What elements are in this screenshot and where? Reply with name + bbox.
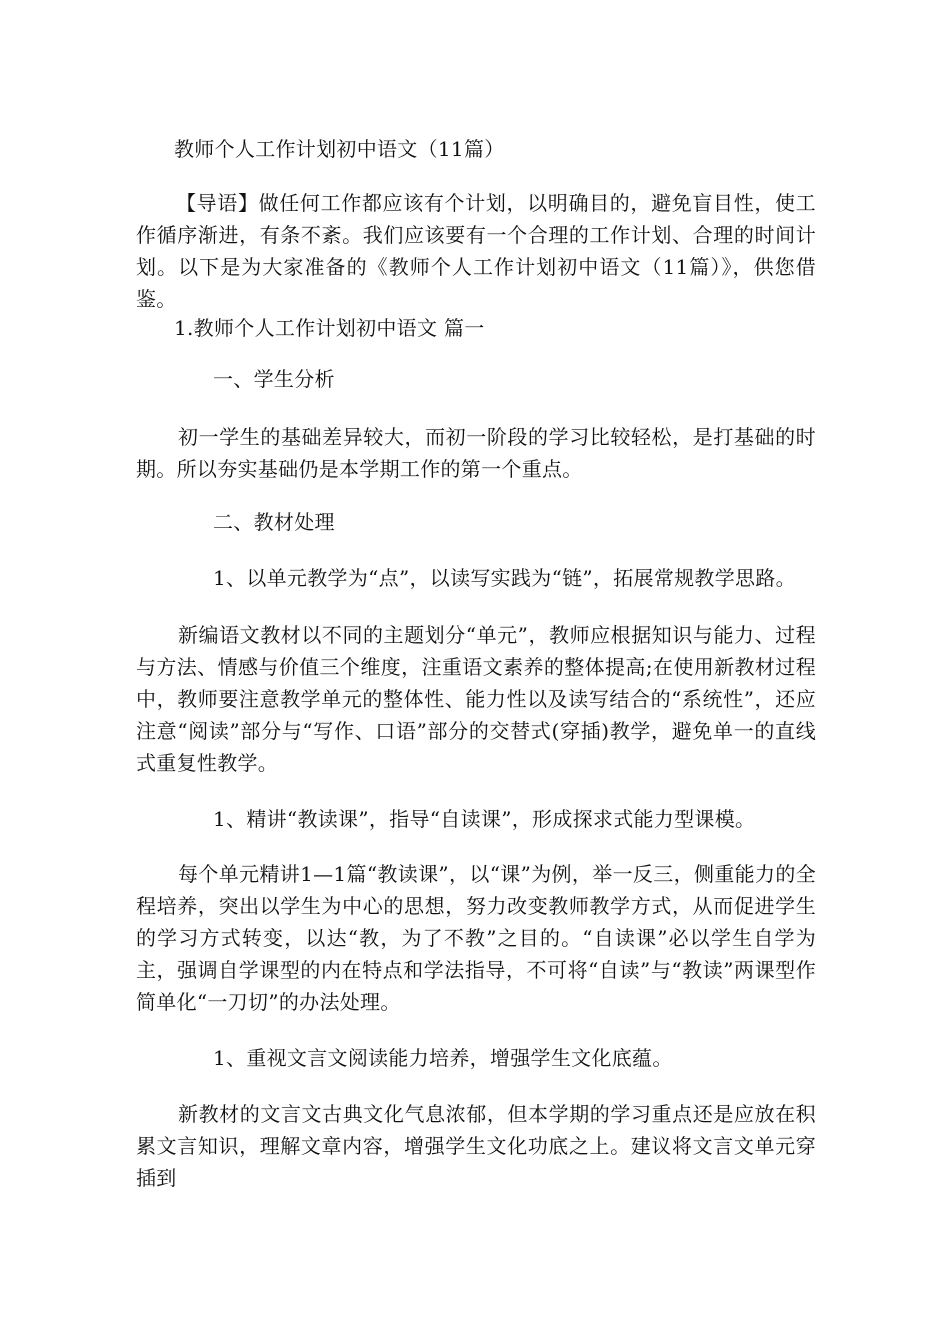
paragraph-student-analysis: 初一学生的基础差异较大，而初一阶段的学习比较轻松，是打基础的时期。所以夯实基础仍是本学期工作的第一个重点。 — [136, 425, 816, 481]
section-heading: 1.教师个人工作计划初中语文 篇一 — [174, 316, 485, 340]
subheading-student-analysis: 一、学生分析 — [213, 367, 335, 391]
item-classical-chinese: 1、重视文言文阅读能力培养，增强学生文化底蕴。 — [213, 1046, 673, 1070]
item-unit-teaching: 1、以单元教学为“点”，以读写实践为“链”，拓展常规教学思路。 — [213, 566, 796, 590]
intro-paragraph: 【导语】做任何工作都应该有个计划，以明确目的，避免盲目性，使工作循序渐进，有条不紊。我们应该要有一个合理的工作计划、合理的时间计划。以下是为大家准备的《教师个人工作计划初中语文（11篇）》，供您借鉴。 — [136, 191, 816, 311]
document-title: 教师个人工作计划初中语文（11篇） — [174, 137, 505, 161]
item-teaching-lessons: 1、精讲“教读课”，指导“自读课”，形成探求式能力型课模。 — [213, 807, 756, 831]
paragraph-unit-teaching: 新编语文教材以不同的主题划分“单元”，教师应根据知识与能力、过程与方法、情感与价值三个维度，注重语文素养的整体提高;在使用新教材过程中，教师要注意教学单元的整体性、能力性以及读写结合的“系统性”，还应注意“阅读”部分与“写作、口语”部分的交替式(穿插)教学，避免单一的直线式重复性教学。 — [136, 623, 816, 775]
paragraph-classical-chinese: 新教材的文言文古典文化气息浓郁，但本学期的学习重点还是应放在积累文言知识，理解文章内容，增强学生文化功底之上。建议将文言文单元穿插到 — [136, 1102, 816, 1190]
subheading-textbook-handling: 二、教材处理 — [213, 510, 335, 534]
paragraph-teaching-lessons: 每个单元精讲1—1篇“教读课”，以“课”为例，举一反三，侧重能力的全程培养，突出以学生为中心的思想，努力改变教师教学方式，从而促进学生的学习方式转变，以达“教，为了不教”之目的。“自读课”必以学生自学为主，强调自学课型的内在特点和学法指导，不可将“自读”与“教读”两课型作简单化“一刀切”的办法处理。 — [136, 862, 816, 1014]
